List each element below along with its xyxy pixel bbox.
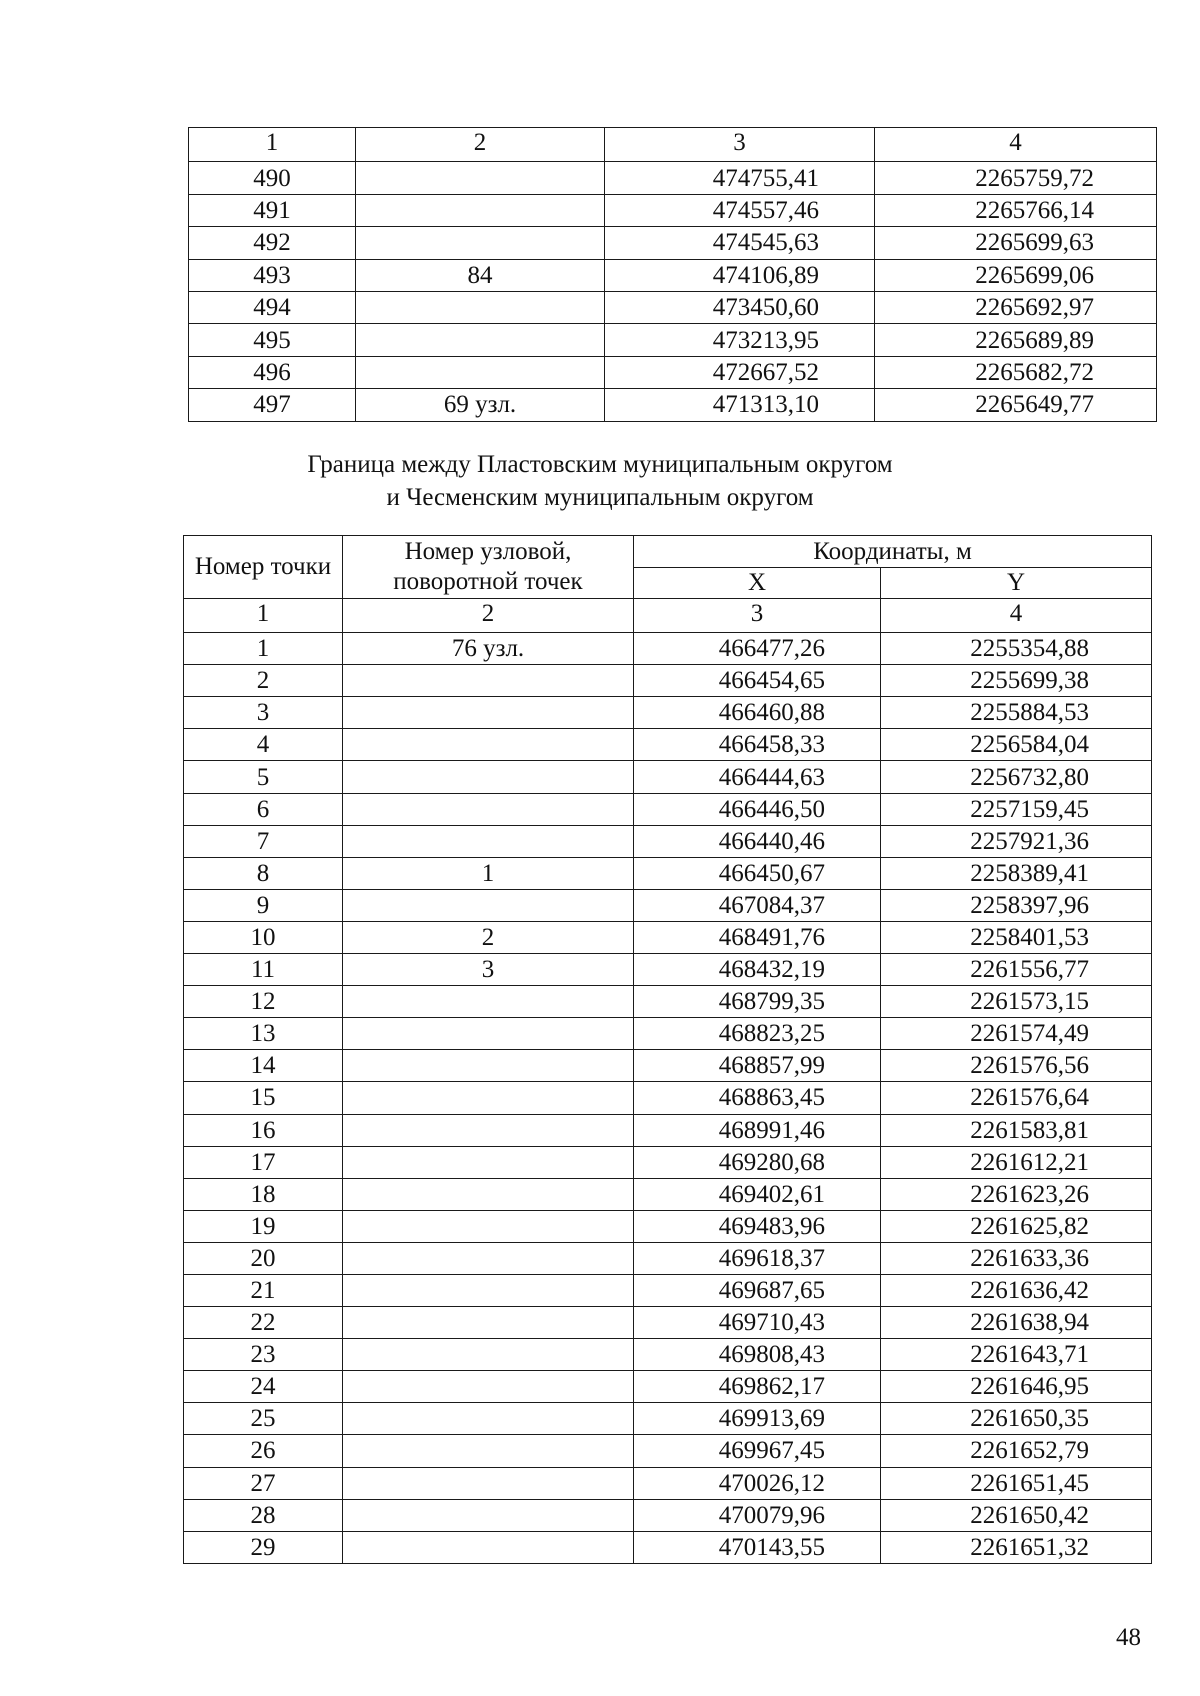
table-row — [184, 1082, 1152, 1114]
node-number-cell: 2 — [343, 921, 634, 953]
column-number-cell: 1 — [184, 599, 343, 633]
x-coordinate-cell: 469808,43 — [634, 1339, 881, 1371]
y-coordinate-cell: 2255699,38 — [881, 665, 1152, 697]
table-row — [189, 291, 1157, 323]
point-number-cell: 15 — [184, 1082, 343, 1114]
x-coordinate-cell: 474755,41 — [605, 162, 875, 194]
point-number-cell: 22 — [184, 1307, 343, 1339]
node-number-cell — [343, 1242, 634, 1274]
header-coordinates: Координаты, м — [634, 536, 1152, 568]
table-row — [184, 1114, 1152, 1146]
table-row — [184, 1274, 1152, 1306]
table-row — [184, 793, 1152, 825]
y-coordinate-cell: 2265766,14 — [875, 194, 1157, 226]
table-row — [189, 324, 1157, 356]
table-row — [184, 1242, 1152, 1274]
y-coordinate-cell: 2258397,96 — [881, 889, 1152, 921]
y-coordinate-cell: 2261612,21 — [881, 1146, 1152, 1178]
x-coordinate-cell: 472667,52 — [605, 356, 875, 388]
y-coordinate-cell: 2261576,64 — [881, 1082, 1152, 1114]
node-number-cell — [343, 1210, 634, 1242]
point-number-cell: 2 — [184, 665, 343, 697]
y-coordinate-cell: 2261573,15 — [881, 986, 1152, 1018]
y-coordinate-cell: 2255354,88 — [881, 633, 1152, 665]
table-row — [184, 761, 1152, 793]
x-coordinate-cell: 468857,99 — [634, 1050, 881, 1082]
point-number-cell: 13 — [184, 1018, 343, 1050]
node-number-cell — [343, 665, 634, 697]
table-row — [189, 259, 1157, 291]
x-coordinate-cell: 467084,37 — [634, 889, 881, 921]
node-number-cell — [356, 162, 605, 194]
point-number-cell: 20 — [184, 1242, 343, 1274]
point-number-cell: 1 — [184, 633, 343, 665]
point-number-cell: 12 — [184, 986, 343, 1018]
node-number-cell — [343, 1435, 634, 1467]
x-coordinate-cell: 470079,96 — [634, 1499, 881, 1531]
table-row — [184, 1050, 1152, 1082]
x-coordinate-cell: 469618,37 — [634, 1242, 881, 1274]
y-coordinate-cell: 2258389,41 — [881, 857, 1152, 889]
x-coordinate-cell: 468432,19 — [634, 954, 881, 986]
column-number-row — [184, 599, 1152, 633]
point-number-cell: 16 — [184, 1114, 343, 1146]
y-coordinate-cell: 2261576,56 — [881, 1050, 1152, 1082]
point-number-cell: 19 — [184, 1210, 343, 1242]
table-row — [184, 986, 1152, 1018]
point-number-cell: 497 — [189, 389, 356, 421]
x-coordinate-cell: 469913,69 — [634, 1403, 881, 1435]
node-number-cell — [343, 1531, 634, 1563]
point-number-cell: 23 — [184, 1339, 343, 1371]
table-row — [184, 1146, 1152, 1178]
node-number-cell — [343, 793, 634, 825]
x-coordinate-cell: 471313,10 — [605, 389, 875, 421]
y-coordinate-cell: 2255884,53 — [881, 697, 1152, 729]
x-coordinate-cell: 474106,89 — [605, 259, 875, 291]
point-number-cell: 5 — [184, 761, 343, 793]
node-number-cell — [343, 1114, 634, 1146]
table-row — [184, 921, 1152, 953]
node-number-cell — [343, 1082, 634, 1114]
node-number-cell — [343, 889, 634, 921]
node-number-cell: 84 — [356, 259, 605, 291]
x-coordinate-cell: 466450,67 — [634, 857, 881, 889]
x-coordinate-cell: 466446,50 — [634, 793, 881, 825]
point-number-cell: 6 — [184, 793, 343, 825]
table-row — [189, 194, 1157, 226]
table-row — [189, 356, 1157, 388]
node-number-cell — [343, 1274, 634, 1306]
table-row — [184, 954, 1152, 986]
point-number-cell: 4 — [184, 729, 343, 761]
y-coordinate-cell: 2261556,77 — [881, 954, 1152, 986]
node-number-cell — [343, 1146, 634, 1178]
column-number-cell: 2 — [356, 128, 605, 162]
y-coordinate-cell: 2261652,79 — [881, 1435, 1152, 1467]
y-coordinate-cell: 2261651,32 — [881, 1531, 1152, 1563]
x-coordinate-cell: 473450,60 — [605, 291, 875, 323]
table-row — [184, 1435, 1152, 1467]
table-row — [184, 697, 1152, 729]
table-row — [189, 227, 1157, 259]
node-number-cell: 76 узл. — [343, 633, 634, 665]
section-title-line-2: и Чесменским муниципальным округом — [386, 484, 814, 511]
table-row — [189, 162, 1157, 194]
table-row — [184, 729, 1152, 761]
x-coordinate-cell: 468491,76 — [634, 921, 881, 953]
table-row — [184, 1403, 1152, 1435]
node-number-cell — [343, 729, 634, 761]
main-table-body — [184, 599, 1152, 1564]
y-coordinate-cell: 2261650,35 — [881, 1403, 1152, 1435]
y-coordinate-cell: 2261574,49 — [881, 1018, 1152, 1050]
node-number-cell — [356, 356, 605, 388]
table-row — [184, 857, 1152, 889]
point-number-cell: 17 — [184, 1146, 343, 1178]
header-point-number: Номер точки — [184, 536, 343, 599]
point-number-cell: 25 — [184, 1403, 343, 1435]
y-coordinate-cell: 2261638,94 — [881, 1307, 1152, 1339]
y-coordinate-cell: 2261650,42 — [881, 1499, 1152, 1531]
node-number-cell: 69 узл. — [356, 389, 605, 421]
node-number-cell — [343, 761, 634, 793]
y-coordinate-cell: 2261651,45 — [881, 1467, 1152, 1499]
x-coordinate-cell: 470143,55 — [634, 1531, 881, 1563]
node-number-cell: 1 — [343, 857, 634, 889]
x-coordinate-cell: 469710,43 — [634, 1307, 881, 1339]
x-coordinate-cell: 469862,17 — [634, 1371, 881, 1403]
table-row — [184, 1307, 1152, 1339]
table-row — [184, 1531, 1152, 1563]
x-coordinate-cell: 473213,95 — [605, 324, 875, 356]
y-coordinate-cell: 2256584,04 — [881, 729, 1152, 761]
node-number-cell — [356, 291, 605, 323]
table-row — [184, 1210, 1152, 1242]
y-coordinate-cell: 2256732,80 — [881, 761, 1152, 793]
point-number-cell: 10 — [184, 921, 343, 953]
boundary-coordinates-table — [183, 535, 1152, 1564]
point-number-cell: 8 — [184, 857, 343, 889]
point-number-cell: 490 — [189, 162, 356, 194]
table-row — [184, 1339, 1152, 1371]
point-number-cell: 492 — [189, 227, 356, 259]
x-coordinate-cell: 469687,65 — [634, 1274, 881, 1306]
node-number-cell — [343, 1307, 634, 1339]
column-number-row — [189, 128, 1157, 162]
node-number-cell — [343, 825, 634, 857]
point-number-cell: 24 — [184, 1371, 343, 1403]
x-coordinate-cell: 468991,46 — [634, 1114, 881, 1146]
x-coordinate-cell: 469280,68 — [634, 1146, 881, 1178]
y-coordinate-cell: 2265699,63 — [875, 227, 1157, 259]
x-coordinate-cell: 466460,88 — [634, 697, 881, 729]
header-x: X — [634, 567, 881, 599]
y-coordinate-cell: 2261646,95 — [881, 1371, 1152, 1403]
point-number-cell: 28 — [184, 1499, 343, 1531]
table-row — [184, 1018, 1152, 1050]
table-row — [184, 889, 1152, 921]
node-number-cell — [343, 697, 634, 729]
y-coordinate-cell: 2257159,45 — [881, 793, 1152, 825]
header-node-number: Номер узловой, поворотной точек — [343, 536, 634, 599]
y-coordinate-cell: 2265682,72 — [875, 356, 1157, 388]
point-number-cell: 27 — [184, 1467, 343, 1499]
point-number-cell: 493 — [189, 259, 356, 291]
point-number-cell: 3 — [184, 697, 343, 729]
page-number: 48 — [1116, 1624, 1141, 1651]
x-coordinate-cell: 466454,65 — [634, 665, 881, 697]
table-row — [184, 1467, 1152, 1499]
x-coordinate-cell: 469402,61 — [634, 1178, 881, 1210]
node-number-cell — [356, 227, 605, 259]
point-number-cell: 9 — [184, 889, 343, 921]
x-coordinate-cell: 466444,63 — [634, 761, 881, 793]
node-number-cell — [356, 324, 605, 356]
point-number-cell: 14 — [184, 1050, 343, 1082]
point-number-cell: 494 — [189, 291, 356, 323]
table-header — [184, 536, 1152, 599]
section-title — [0, 448, 1200, 514]
y-coordinate-cell: 2257921,36 — [881, 825, 1152, 857]
node-number-cell — [343, 1178, 634, 1210]
column-number-cell: 4 — [881, 599, 1152, 633]
y-coordinate-cell: 2261636,42 — [881, 1274, 1152, 1306]
header-row — [184, 536, 1152, 568]
x-coordinate-cell: 466458,33 — [634, 729, 881, 761]
point-number-cell: 18 — [184, 1178, 343, 1210]
table-row — [184, 1178, 1152, 1210]
column-number-cell: 3 — [634, 599, 881, 633]
y-coordinate-cell: 2265759,72 — [875, 162, 1157, 194]
column-number-cell: 3 — [605, 128, 875, 162]
y-coordinate-cell: 2261623,26 — [881, 1178, 1152, 1210]
x-coordinate-cell: 468799,35 — [634, 986, 881, 1018]
node-number-cell — [343, 1403, 634, 1435]
point-number-cell: 495 — [189, 324, 356, 356]
y-coordinate-cell: 2265699,06 — [875, 259, 1157, 291]
table-row — [189, 389, 1157, 421]
x-coordinate-cell: 474545,63 — [605, 227, 875, 259]
column-number-cell: 4 — [875, 128, 1157, 162]
x-coordinate-cell: 468863,45 — [634, 1082, 881, 1114]
point-number-cell: 21 — [184, 1274, 343, 1306]
x-coordinate-cell: 468823,25 — [634, 1018, 881, 1050]
top-coordinates-table — [188, 127, 1157, 422]
node-number-cell — [343, 1467, 634, 1499]
y-coordinate-cell: 2265689,89 — [875, 324, 1157, 356]
table-row — [184, 633, 1152, 665]
node-number-cell — [343, 1339, 634, 1371]
x-coordinate-cell: 470026,12 — [634, 1467, 881, 1499]
table-row — [184, 1371, 1152, 1403]
header-y: Y — [881, 567, 1152, 599]
node-number-cell: 3 — [343, 954, 634, 986]
y-coordinate-cell: 2261583,81 — [881, 1114, 1152, 1146]
y-coordinate-cell: 2261625,82 — [881, 1210, 1152, 1242]
x-coordinate-cell: 474557,46 — [605, 194, 875, 226]
y-coordinate-cell: 2261633,36 — [881, 1242, 1152, 1274]
point-number-cell: 26 — [184, 1435, 343, 1467]
column-number-cell: 2 — [343, 599, 634, 633]
node-number-cell — [343, 986, 634, 1018]
table-row — [184, 1499, 1152, 1531]
y-coordinate-cell: 2265649,77 — [875, 389, 1157, 421]
column-number-cell: 1 — [189, 128, 356, 162]
point-number-cell: 496 — [189, 356, 356, 388]
node-number-cell — [356, 194, 605, 226]
y-coordinate-cell: 2258401,53 — [881, 921, 1152, 953]
node-number-cell — [343, 1499, 634, 1531]
point-number-cell: 7 — [184, 825, 343, 857]
x-coordinate-cell: 466440,46 — [634, 825, 881, 857]
node-number-cell — [343, 1371, 634, 1403]
point-number-cell: 491 — [189, 194, 356, 226]
y-coordinate-cell: 2261643,71 — [881, 1339, 1152, 1371]
node-number-cell — [343, 1018, 634, 1050]
node-number-cell — [343, 1050, 634, 1082]
table-row — [184, 665, 1152, 697]
table-row — [184, 825, 1152, 857]
x-coordinate-cell: 466477,26 — [634, 633, 881, 665]
x-coordinate-cell: 469483,96 — [634, 1210, 881, 1242]
point-number-cell: 29 — [184, 1531, 343, 1563]
y-coordinate-cell: 2265692,97 — [875, 291, 1157, 323]
point-number-cell: 11 — [184, 954, 343, 986]
top-table-body — [189, 128, 1157, 422]
section-title-line-1: Граница между Пластовским муниципальным округом — [307, 451, 893, 478]
x-coordinate-cell: 469967,45 — [634, 1435, 881, 1467]
